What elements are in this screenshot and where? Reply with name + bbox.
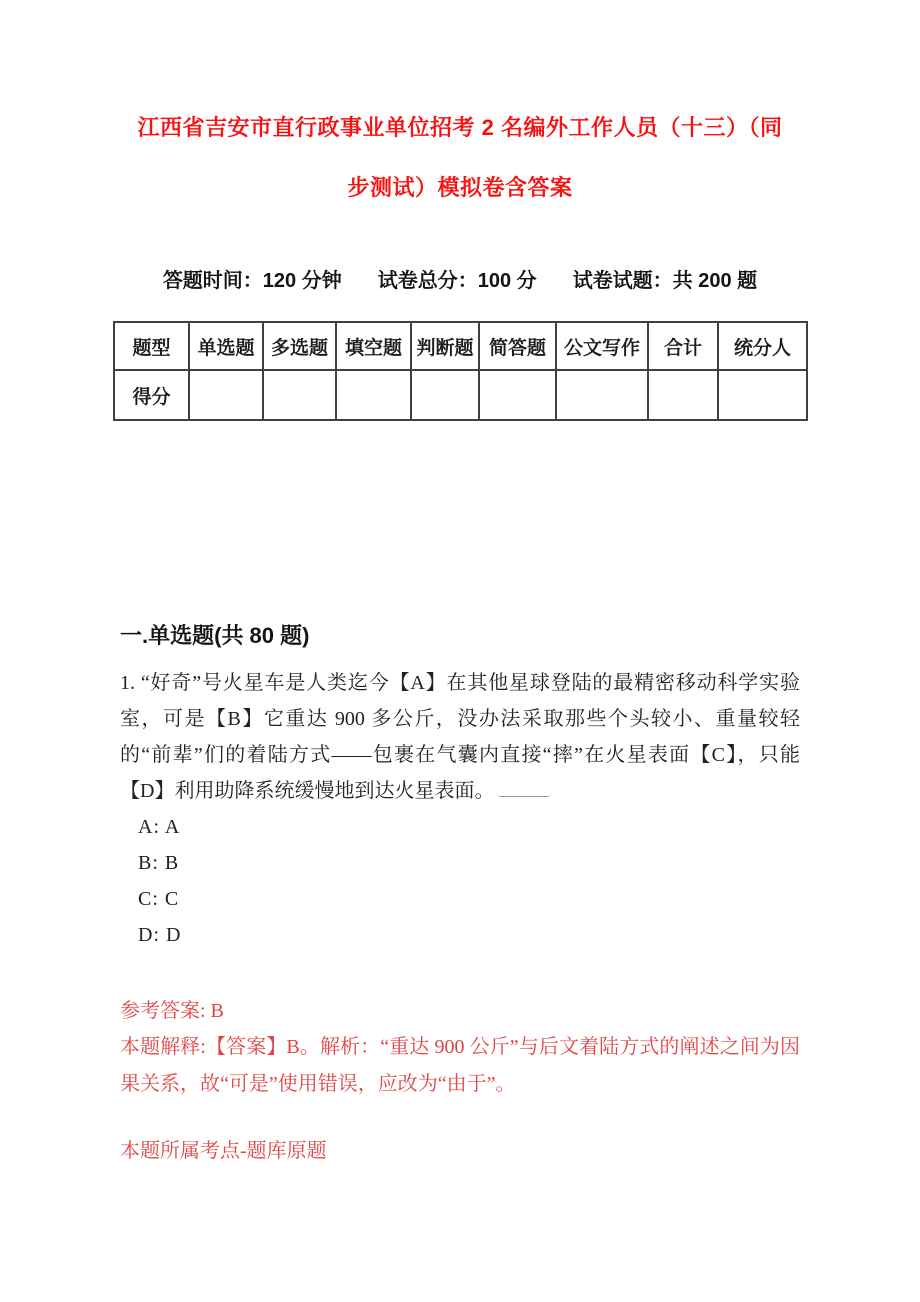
exam-info-line [0, 268, 920, 295]
answer-blank-line [499, 776, 549, 797]
section-heading: 一.单选题(共 80 题) [120, 623, 310, 648]
score-table-header-cell: 公文写作 [556, 322, 648, 370]
score-table-header-cell: 单选题 [189, 322, 263, 370]
score-table-header-cell: 多选题 [263, 322, 336, 370]
question-text [120, 665, 800, 809]
score-table-header-cell: 题型 [114, 322, 189, 370]
score-table-score-row [114, 370, 807, 420]
score-table-header-cell: 简答题 [479, 322, 556, 370]
score-cell-empty [479, 370, 556, 420]
question-body: 1. “好奇”号火星车是人类迄今【A】在其他星球登陆的最精密移动科学实验室，可是【B】它重达 900 多公斤，没办法采取那些个头较小、重量较轻的“前辈”们的着陆方式——包裹在气囊内直接“摔”在火星表面【C】，只能【D】利用助降系统缓慢地到达火星表面。 [120, 672, 800, 802]
option-d: D: D [138, 924, 182, 946]
score-table-header-cell: 统分人 [718, 322, 807, 370]
score-table [113, 321, 808, 421]
option-b: B: B [138, 852, 180, 874]
score-table-header-cell: 合计 [648, 322, 718, 370]
score-table-header-cell: 填空题 [336, 322, 411, 370]
option-c: C: C [138, 888, 180, 910]
score-cell-empty [336, 370, 411, 420]
question-source: 本题所属考点-题库原题 [120, 1140, 327, 1162]
option-a: A: A [138, 816, 181, 838]
score-table-header-cell: 判断题 [411, 322, 479, 370]
answer-block [120, 993, 800, 1103]
score-row-label: 得分 [114, 370, 189, 420]
exam-total-score: 试卷总分：100 分 [377, 270, 537, 292]
exam-question-count: 试卷试题：共 200 题 [572, 270, 758, 292]
score-cell-empty [189, 370, 263, 420]
score-cell-empty [718, 370, 807, 420]
option-list [120, 809, 800, 953]
score-cell-empty [411, 370, 479, 420]
document-title: 江西省吉安市直行政事业单位招考 2 名编外工作人员（十三）（同步测试）模拟卷含答案 [137, 115, 783, 200]
score-table-header-row [114, 322, 807, 370]
reference-answer: 参考答案: B [120, 1000, 224, 1022]
score-cell-empty [263, 370, 336, 420]
question-section [120, 621, 800, 1169]
score-cell-empty [648, 370, 718, 420]
score-cell-empty [556, 370, 648, 420]
answer-explanation: 本题解释:【答案】B。解析：“重达 900 公斤”与后文着陆方式的阐述之间为因果关系，故“可是”使用错误，应改为“由于”。 [120, 1036, 800, 1095]
exam-duration: 答题时间：120 分钟 [162, 270, 342, 292]
